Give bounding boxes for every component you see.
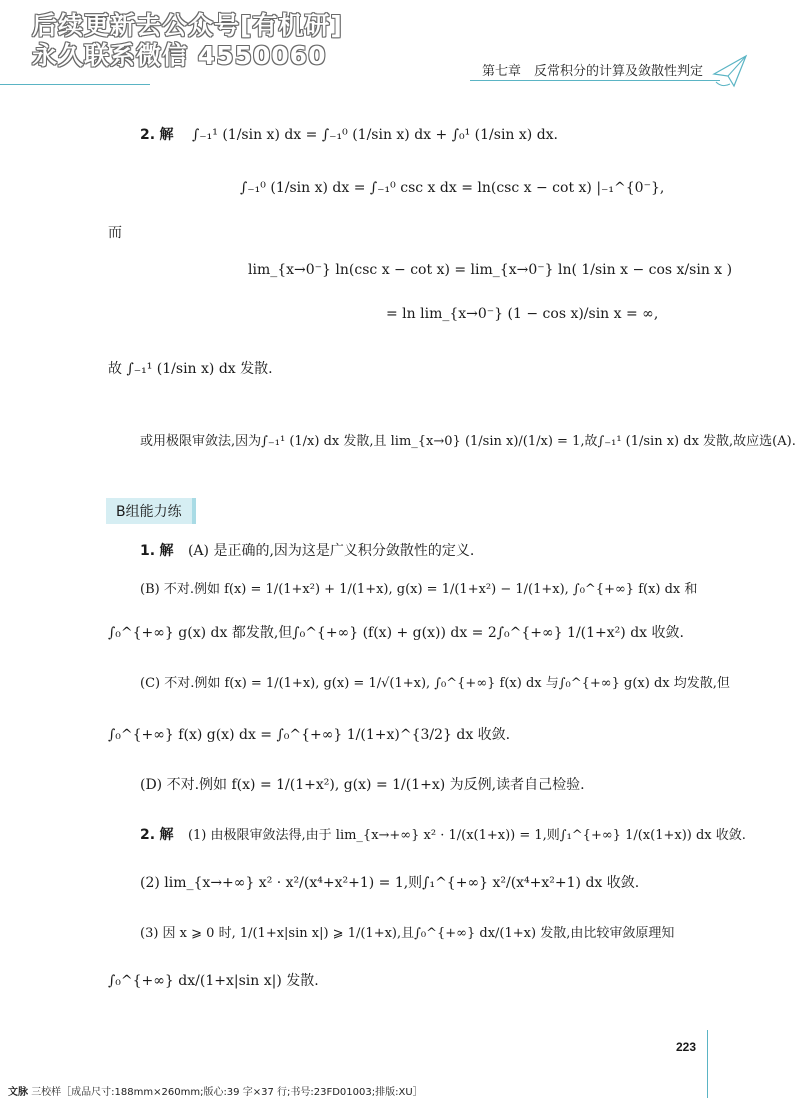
option-b-line-1: (B) 不对.例如 f(x) = 1/(1+x²) + 1/(1+x), g(x) = 1/(1+x²) − 1/(1+x), ∫₀^{+∞} f(x) dx 和 (140, 582, 698, 597)
part-3-line-1: (3) 因 x ⩾ 0 时, 1/(1+x|sin x|) ⩾ 1/(1+x),且∫₀^{+∞} dx/(1+x) 发散,由比较审敛原理知 (140, 926, 675, 941)
equation-line-1: ∫₋₁¹ (1/sin x) dx = ∫₋₁⁰ (1/sin x) dx + ∫₀¹ (1/sin x) dx. (191, 127, 559, 143)
paper-plane-icon (712, 52, 748, 92)
conjunction-er: 而 (108, 225, 122, 241)
b-problem-2-1 (140, 824, 746, 844)
margin-rule (707, 1030, 708, 1098)
alternative-method: 或用极限审敛法,因为∫₋₁¹ (1/x) dx 发散,且 lim_{x→0} (1/sin x)/(1/x) = 1,故∫₋₁¹ (1/sin x) dx 发散,故应选(A). (140, 434, 796, 449)
solution-label: 解 (159, 827, 174, 843)
equation-line-4: = ln lim_{x→0⁻} (1 − cos x)/sin x = ∞, (386, 306, 659, 322)
page-number: 223 (676, 1040, 697, 1054)
b-problem-1-a (140, 540, 474, 560)
header-rule-left (0, 84, 150, 85)
watermark-line-1: 后续更新去公众号[有机研] (32, 11, 343, 40)
part-2-text: (2) lim_{x→+∞} x² · x²/(x⁴+x²+1) = 1,则∫₁^{+∞} x²/(x⁴+x²+1) dx 收敛. (140, 875, 640, 891)
watermark-line-2: 永久联系微信 4550060 (32, 41, 327, 70)
solution-label: 解 (159, 543, 174, 559)
part-3-line-2: ∫₀^{+∞} dx/(1+x|sin x|) 发散. (108, 973, 319, 989)
part-1-text: (1) 由极限审敛法得,由于 lim_{x→+∞} x² · 1/(x(1+x)) = 1,则∫₁^{+∞} 1/(x(1+x)) dx 收敛. (187, 828, 746, 843)
problem-number: 2. (140, 127, 156, 143)
equation-line-2: ∫₋₁⁰ (1/sin x) dx = ∫₋₁⁰ csc x dx = ln(csc x − cot x) |₋₁^{0⁻}, (240, 180, 665, 196)
option-c-line-1: (C) 不对.例如 f(x) = 1/(1+x), g(x) = 1/√(1+x), ∫₀^{+∞} f(x) dx 与∫₀^{+∞} g(x) dx 均发散,但 (140, 676, 730, 691)
equation-line-5: ∫₋₁¹ (1/sin x) dx 发散. (126, 361, 273, 377)
header-rule-right (470, 80, 720, 81)
option-c-line-2: ∫₀^{+∞} f(x) g(x) dx = ∫₀^{+∞} 1/(1+x)^{3/2} dx 收敛. (108, 727, 511, 743)
conclusion-line (108, 358, 273, 378)
section-b-title: B组能力练 (106, 498, 196, 524)
footer-text: 三校样［成品尺寸:188mm×260mm;版心:39 字×37 行;书号:23FD01003;排版:XU］ (31, 1087, 423, 1098)
problem-number: 2. (140, 827, 156, 843)
option-a-text: (A) 是正确的,因为这是广义积分敛散性的定义. (187, 543, 475, 559)
conclusion-prefix: 故 (108, 361, 122, 377)
solution-label: 解 (159, 127, 174, 143)
problem-2-a (140, 124, 558, 144)
option-b-line-2: ∫₀^{+∞} g(x) dx 都发散,但∫₀^{+∞} (f(x) + g(x)) dx = 2∫₀^{+∞} 1/(1+x²) dx 收敛. (108, 625, 684, 641)
equation-line-3: lim_{x→0⁻} ln(csc x − cot x) = lim_{x→0⁻} ln( 1/sin x − cos x/sin x ) (248, 262, 733, 278)
option-d-text: (D) 不对.例如 f(x) = 1/(1+x²), g(x) = 1/(1+x) 为反例,读者自己检验. (140, 777, 585, 793)
print-footer (8, 1083, 423, 1098)
problem-number: 1. (140, 543, 156, 559)
footer-brand: 文脉 (8, 1087, 28, 1098)
chapter-title: 第七章 反常积分的计算及敛散性判定 (482, 64, 704, 79)
